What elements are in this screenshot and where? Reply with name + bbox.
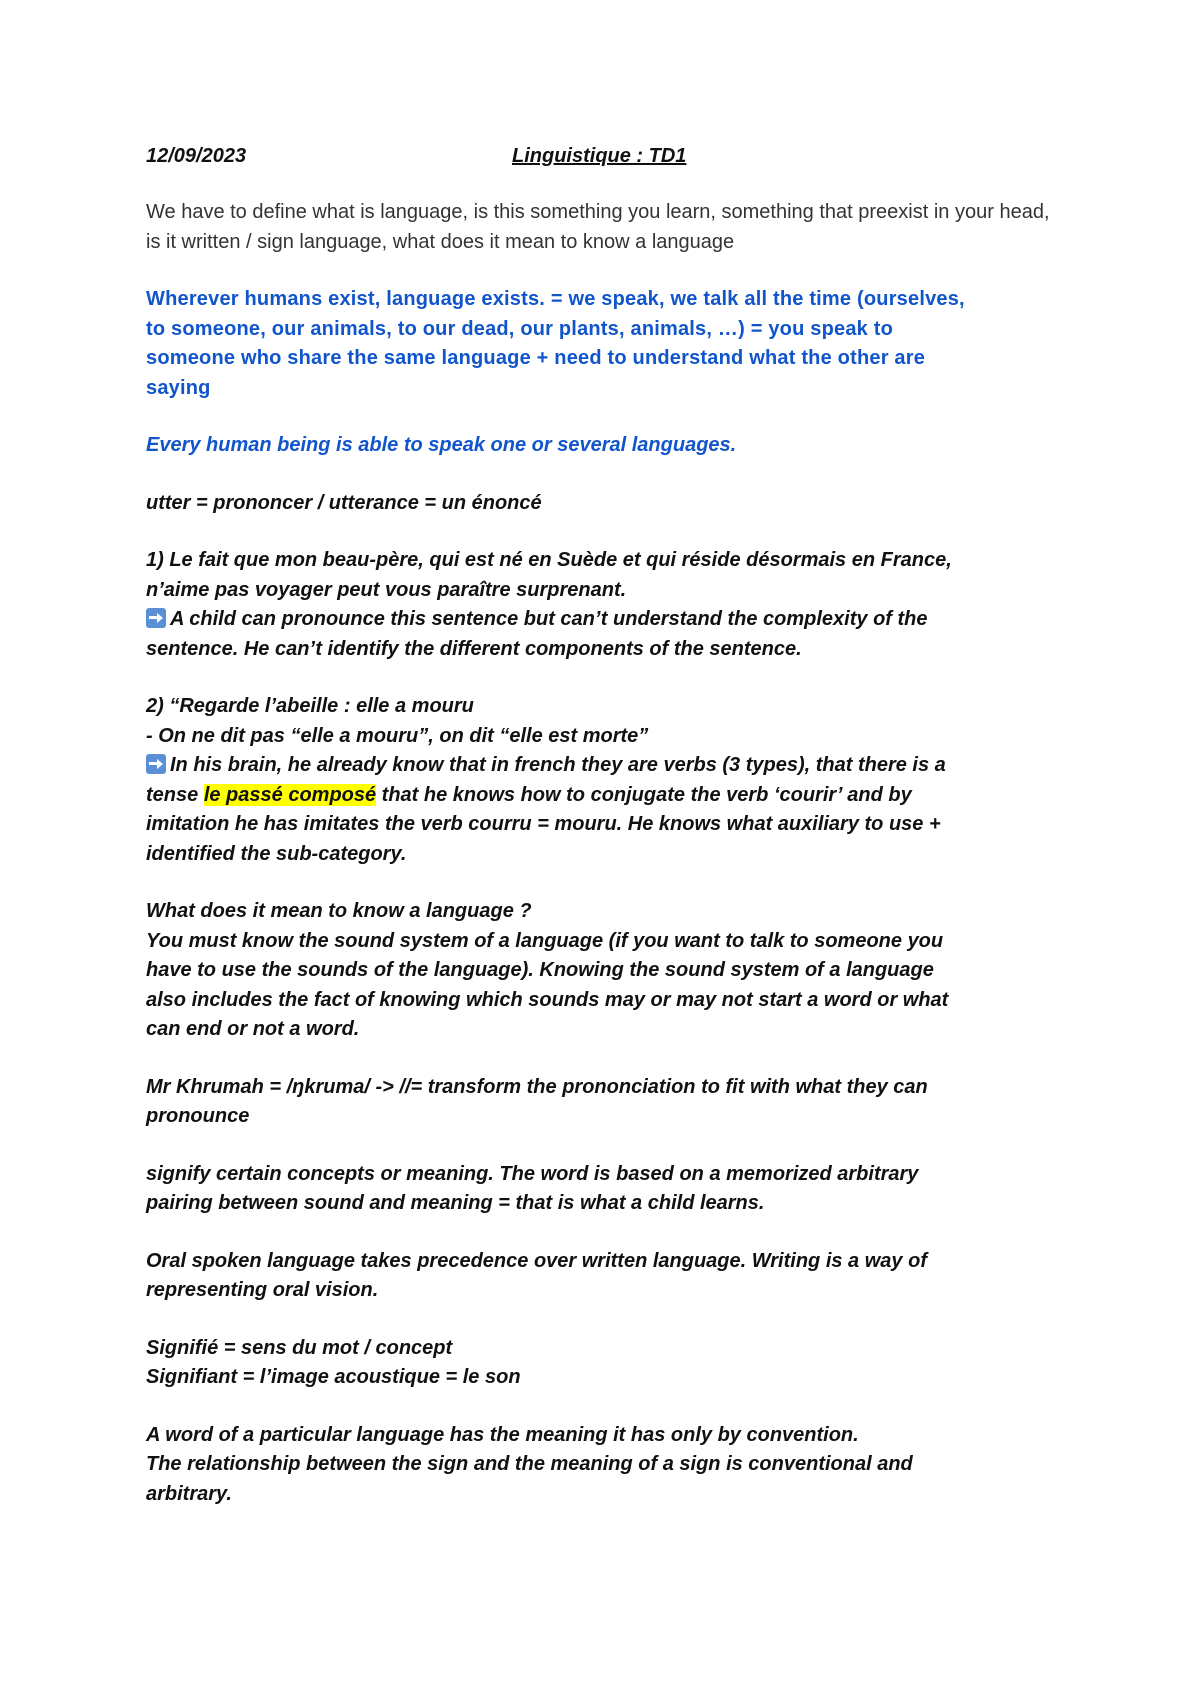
text-line: Mr Khrumah = /ŋkruma/ -> //= transform the prononciation to fit with what they can (146, 1075, 928, 1098)
tense-text-after: that he knows how to conjugate the verb ‘courir’ and by (376, 783, 912, 806)
utter-definition: utter = prononcer / utterance = un énoncé (146, 491, 542, 514)
text-line: A word of a particular language has the meaning it has only by convention. (146, 1423, 859, 1446)
text-line: imitation he has imitates the verb courru = mouru. He knows what auxiliary to use + (146, 813, 941, 835)
text-line: Signifié = sens du mot / concept (146, 1336, 453, 1359)
khrumah-paragraph (146, 1073, 1066, 1132)
text-line: 2) “Regarde l’abeille : elle a mouru (146, 695, 474, 717)
text-line: Signifiant = l’image acoustique = le son (146, 1366, 521, 1388)
text-line: have to use the sounds of the language). Knowing the sound system of a language (146, 959, 934, 981)
convention-paragraph (146, 1421, 1066, 1510)
text-line: Oral spoken language takes precedence over written language. Writing is a way of (146, 1249, 927, 1272)
text-line: identified the sub-category. (146, 842, 407, 865)
highlighted-tense: le passé composé (203, 783, 377, 806)
text-line (146, 605, 1066, 635)
document-page (146, 142, 1066, 1537)
arrow-text: In his brain, he already know that in french they are verbs (3 types), that there is a (170, 754, 946, 776)
arrow-text: A child can pronounce this sentence but can’t understand the complexity of the (170, 608, 928, 630)
text-line: representing oral vision. (146, 1279, 379, 1301)
signifie-signifiant-paragraph (146, 1334, 1066, 1393)
text-line: pairing between sound and meaning = that is what a child learns. (146, 1192, 765, 1214)
text-line: to someone, our animals, to our dead, our plants, animals, …) = you speak to (146, 317, 894, 340)
text-line: also includes the fact of knowing which sounds may or may not start a word or what (146, 988, 949, 1011)
document-title: Linguistique : TD1 (512, 145, 687, 167)
every-human-paragraph: Every human being is able to speak one or several languages. (146, 434, 737, 456)
tense-text-before: tense (146, 783, 204, 806)
humans-language-paragraph (146, 285, 1066, 403)
text-line: 1) Le fait que mon beau-père, qui est né en Suède et qui réside désormais en France, (146, 549, 952, 571)
document-date: 12/09/2023 (146, 145, 247, 167)
intro-paragraph: We have to define what is language, is this something you learn, something that preexist in your head, is it written / sign language, what does it mean to know a language (146, 201, 1050, 253)
text-line: What does it mean to know a language ? (146, 900, 532, 922)
example-2-paragraph (146, 692, 1066, 869)
text-line: n’aime pas voyager peut vous paraître surprenant. (146, 578, 627, 601)
know-language-paragraph (146, 897, 1066, 1045)
right-arrow-icon (146, 754, 166, 774)
text-line: sentence. He can’t identify the different components of the sentence. (146, 637, 802, 660)
text-line: can end or not a word. (146, 1018, 360, 1040)
text-line: signify certain concepts or meaning. The word is based on a memorized arbitrary (146, 1162, 919, 1185)
text-line: pronounce (146, 1105, 250, 1127)
text-line: arbitrary. (146, 1482, 232, 1505)
text-line (146, 751, 1066, 781)
oral-language-paragraph (146, 1247, 1066, 1306)
document-header (146, 142, 1066, 172)
text-line: someone who share the same language + need to understand what the other are (146, 347, 926, 369)
text-line: Wherever humans exist, language exists. = we speak, we talk all the time (ourselves, (146, 288, 965, 310)
text-line: The relationship between the sign and the meaning of a sign is conventional and (146, 1453, 913, 1475)
text-line (146, 781, 1066, 811)
example-1-paragraph (146, 546, 1066, 664)
signify-paragraph (146, 1160, 1066, 1219)
text-line: You must know the sound system of a language (if you want to talk to someone you (146, 929, 944, 952)
right-arrow-icon (146, 608, 166, 628)
text-line: - On ne dit pas “elle a mouru”, on dit “elle est morte” (146, 724, 649, 747)
text-line: saying (146, 376, 211, 399)
